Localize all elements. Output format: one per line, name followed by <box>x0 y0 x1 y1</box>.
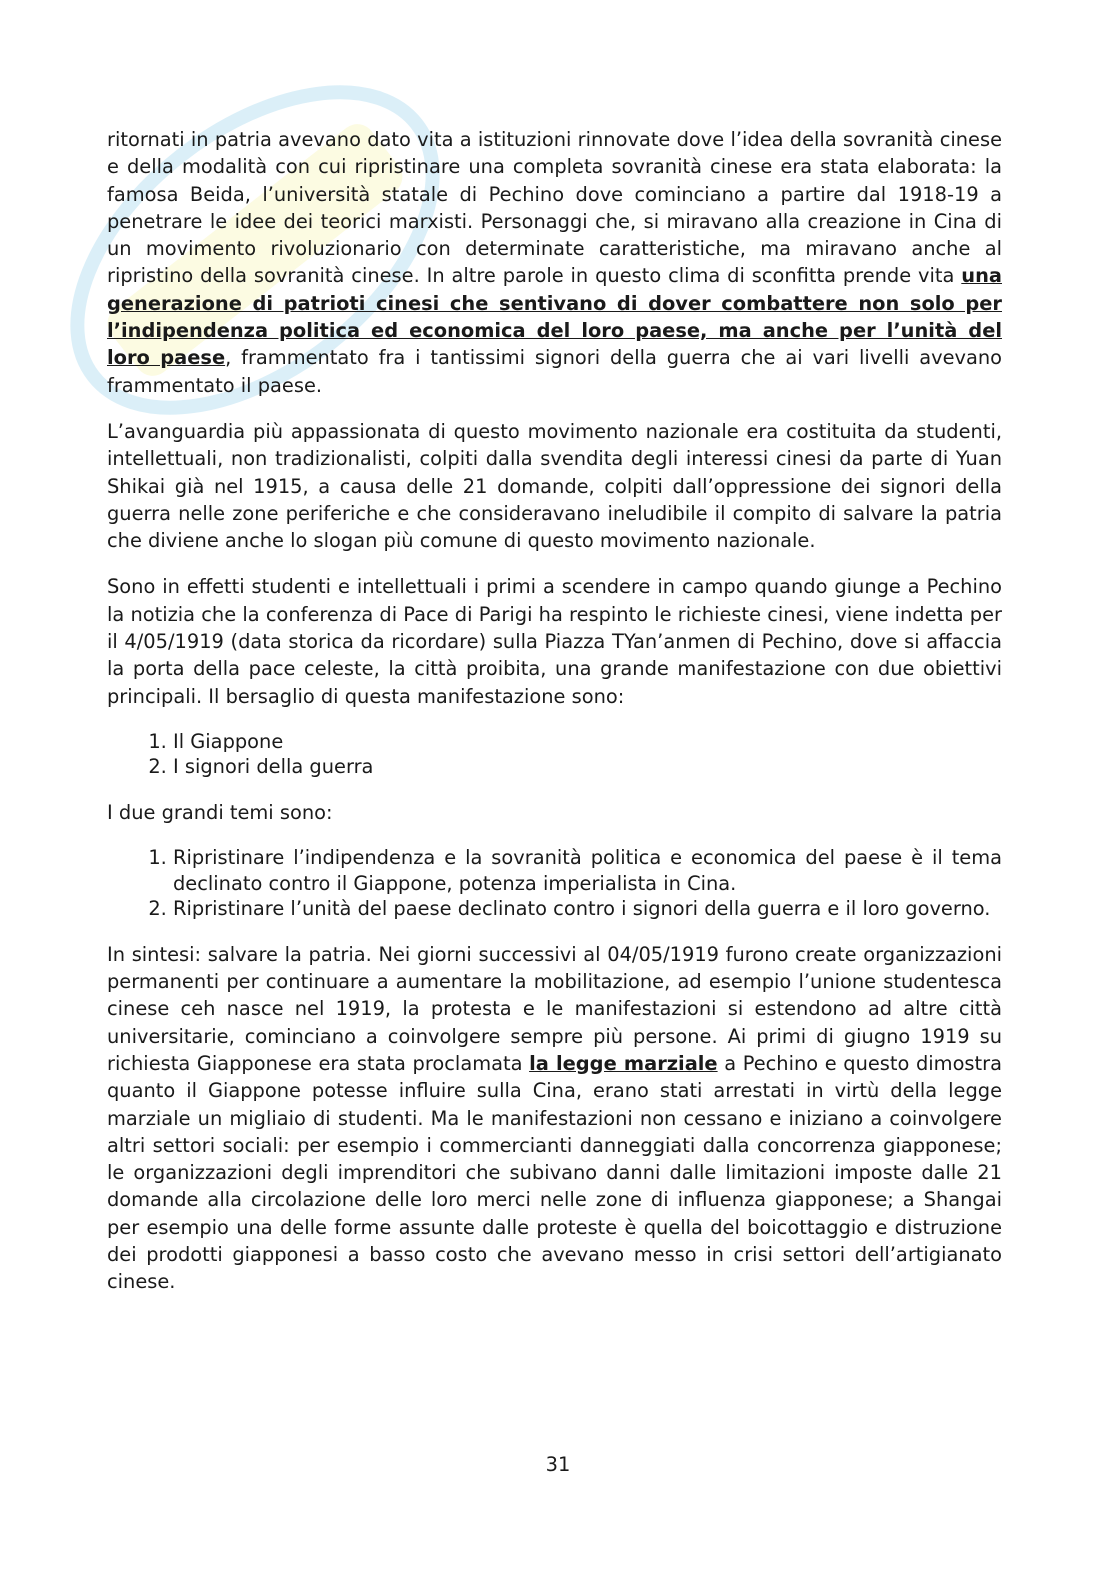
list-item: 2. Ripristinare l’unità del paese declinato contro i signori della guerra e il loro governo. <box>173 896 1002 922</box>
paragraph-2 <box>107 418 1002 554</box>
paragraph-1-text-end: , frammentato fra i tantissimi signori della guerra che ai vari livelli avevano frammentato il paese. <box>107 346 1003 397</box>
document-body <box>107 126 1002 1315</box>
paragraph-2-text: L’avanguardia più appassionata di questo movimento nazionale era costituita da studenti, intellettuali, non tradizionalisti, colpiti dalla svendita degli interessi cinesi da parte di Yuan Shikai già nel 1915, a causa delle 21 domande, colpiti dall’oppressione dei signori della guerra nelle zone periferiche e che consideravano ineludibile il compito di salvare la patria che diviene anche lo slogan più comune di questo movimento nazionale. <box>107 419 1002 553</box>
paragraph-1-text: ritornati in patria avevano dato vita a istituzioni rinnovate dove l’idea della sovranità cinese e della modalità con cui ripristinare una completa sovranità cinese era stata elaborata: la famosa Beida, l’università statale di Pechino dove cominciano a partire dal 1918-19 a penetrare le idee dei teorici marxisti. Personaggi che, si miravano alla creazione in Cina di un movimento rivoluzionario con determinate caratteristiche, ma miravano anche al ripristino della sovranità cinese. In altre parole in questo clima di sconfitta prende vita <box>107 128 1002 288</box>
targets-list <box>107 729 1002 780</box>
paragraph-1-emphasis: una generazione di patrioti cinesi che sentivano di dover combattere non solo per l’indipendenza politica ed economica del loro paese, ma anche per l’unità del loro paese <box>107 264 1002 370</box>
themes-list <box>107 845 1002 922</box>
paragraph-3 <box>107 573 1002 709</box>
paragraph-3-text: Sono in effetti studenti e intellettuali i primi a scendere in campo quando giunge a Pechino la notizia che la conferenza di Pace di Parigi ha respinto le richieste cinesi, viene indetta per il 4/05/1919 (data storica da ricordare) sulla Piazza TYan’anmen di Pechino, dove si affaccia la porta della pace celeste, la città proibita, una grande manifestazione con due obiettivi principali. Il bersaglio di questa manifestazione sono: <box>107 575 1002 708</box>
list-item: 1. Il Giappone <box>173 729 1002 755</box>
paragraph-last-emphasis: la legge marziale <box>529 1051 718 1075</box>
list-item: 1. Ripristinare l’indipendenza e la sovranità politica e economica del paese è il tema declinato contro il Giappone, potenza imperialista in Cina. <box>173 845 1002 896</box>
paragraph-last <box>107 941 1002 1296</box>
paragraph-last-text-end: a Pechino e questo dimostra quanto il Giappone potesse influire sulla Cina, erano stati arrestati in virtù della legge marziale un migliaio di studenti. Ma le manifestazioni non cessano e iniziano a coinvolgere altri settori sociali: per esempio i commercianti danneggiati dalla concorrenza giapponese; le organizzazioni degli imprenditori che subivano danni dalle limitazioni imposte dalle 21 domande alla circolazione delle loro merci nelle zone di influenza giapponese; a Shangai per esempio una delle forme assunte dalle proteste è quella del boicottaggio e distruzione dei prodotti giapponesi a basso costo che avevano messo in crisi settori dell’artigianato cinese. <box>107 1051 1002 1294</box>
paragraph-last-text: In sintesi: salvare la patria. Nei giorni successivi al 04/05/1919 furono create organizzazioni permanenti per continuare a aumentare la mobilitazione, ad esempio l’unione studentesca cinese ceh nasce nel 1919, la protesta e le manifestazioni si estendono ad altre città universitarie, cominciano a coinvolgere sempre più persone. Ai primi di giugno 1919 su richiesta Giapponese era stata proclamata <box>107 942 1002 1075</box>
page-number: 31 <box>545 1453 571 1476</box>
themes-intro: I due grandi temi sono: <box>107 800 333 824</box>
paragraph-1 <box>107 126 1002 399</box>
list-item: 2. I signori della guerra <box>173 754 1002 780</box>
